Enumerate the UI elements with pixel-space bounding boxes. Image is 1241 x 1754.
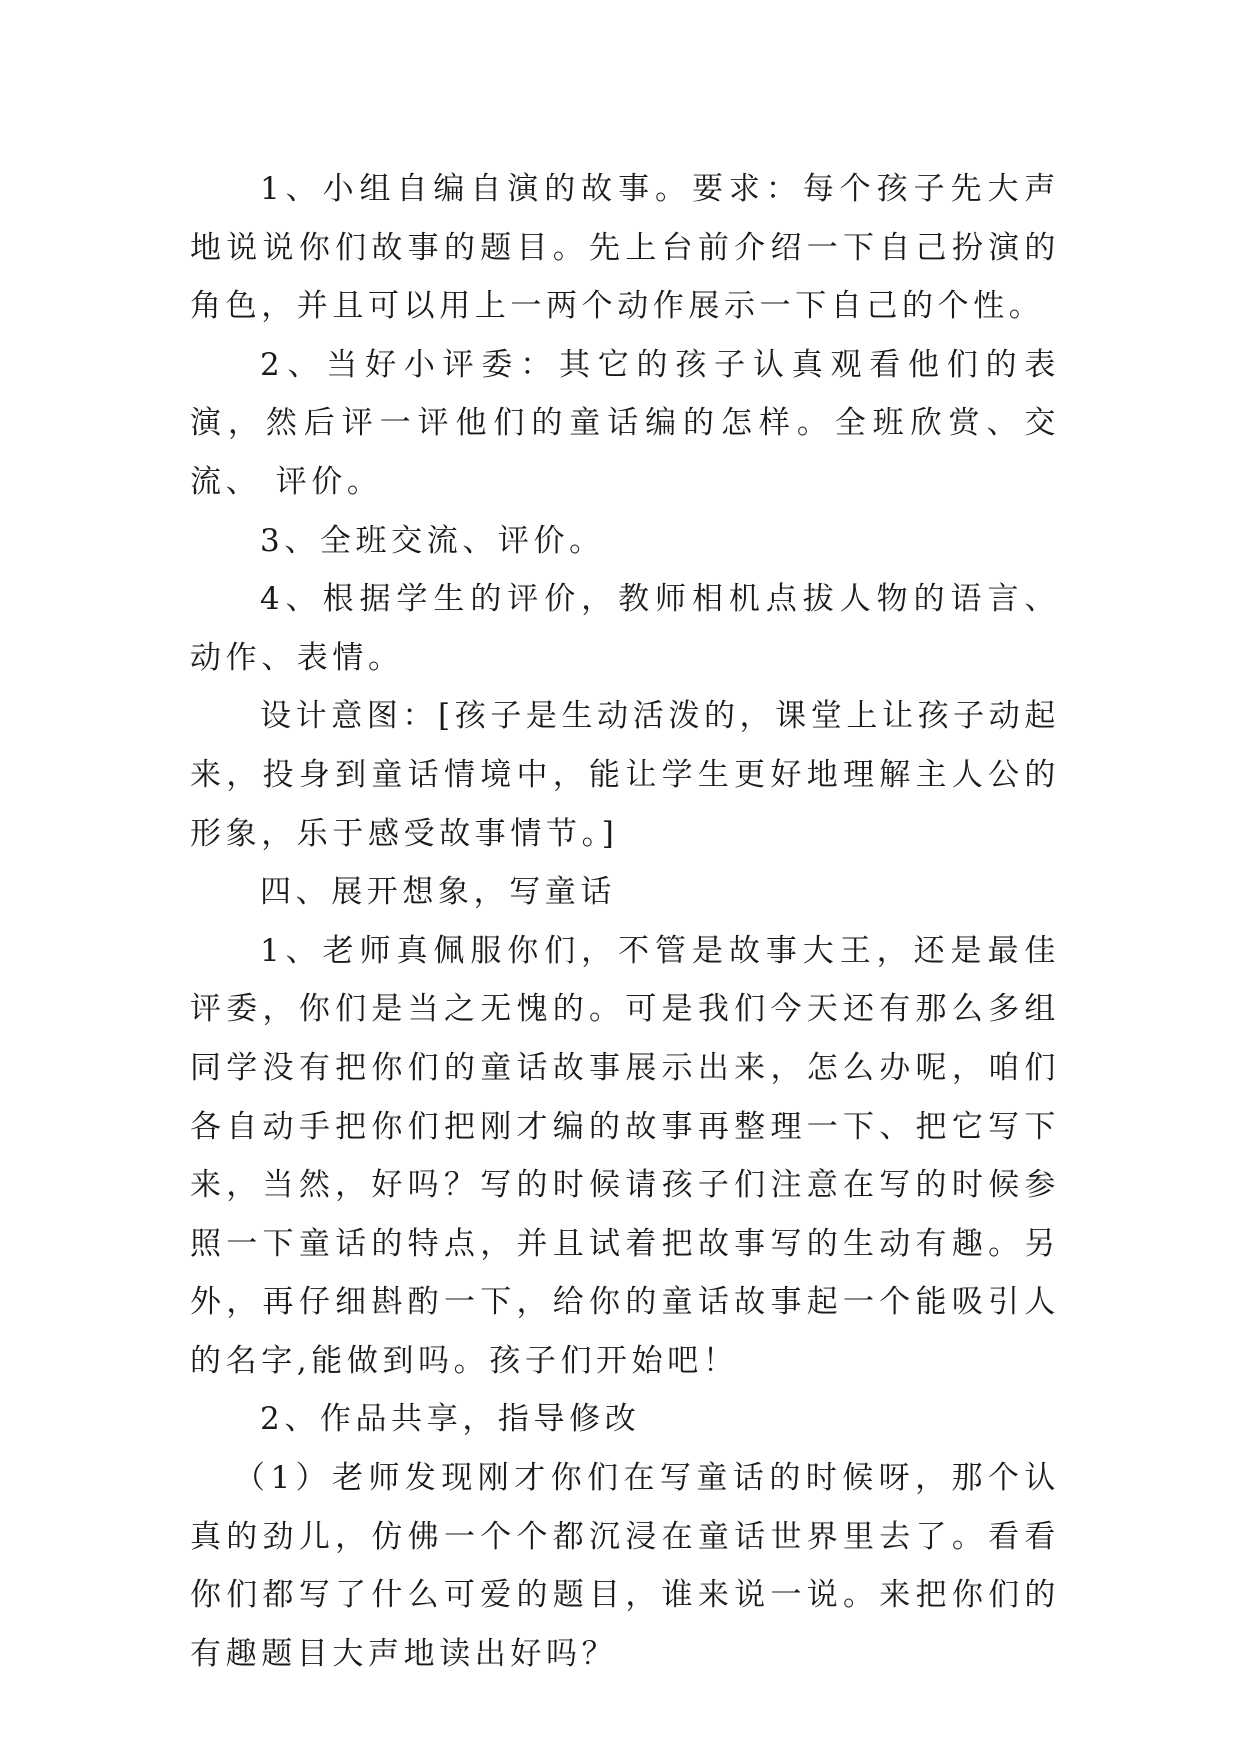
paragraph-judges: 2、当好小评委：其它的孩子认真观看他们的表演，然后评一评他们的童话编的怎样。全班欣赏、交流、 评价。 (190, 346, 1060, 500)
paragraph-writing-task: 1、老师真佩服你们，不管是故事大王，还是最佳评委，你们是当之无愧的。可是我们今天还有那么多组同学没有把你们的童话故事展示出来，怎么办呢，咱们各自动手把你们把刚才编的故事再整理一下、把它写下来，当然，好吗？写的时候请孩子们注意在写的时候参照一下童话的特点，并且试着把故事写的生动有趣。另外，再仔细斟酌一下，给你的童话故事起一个能吸引人的名字,能做到吗。孩子们开始吧！ (190, 932, 1060, 1379)
paragraph-class-discussion: 3、全班交流、评价。 (260, 522, 605, 559)
subheading-share-works: 2、作品共享，指导修改 (260, 1401, 641, 1438)
paragraph-group-performance: 1、小组自编自演的故事。要求：每个孩子先大声地说说你们故事的题目。先上台前介绍一下自己扮演的角色，并且可以用上一两个动作展示一下自己的个性。 (190, 171, 1060, 325)
paragraph-read-titles: （1）老师发现刚才你们在写童话的时候呀，那个认真的劲儿，仿佛一个个都沉浸在童话世界里去了。看看你们都写了什么可爱的题目，谁来说一说。来把你们的有趣题目大声地读出好吗？ (190, 1460, 1060, 1672)
paragraph-design-intent: 设计意图：[孩子是生动活泼的，课堂上让孩子动起来，投身到童话情境中，能让学生更好地理解主人公的形象，乐于感受故事情节。] (190, 698, 1060, 852)
document-page (190, 160, 1060, 1683)
section-heading-write-fairy-tale: 四、展开想象，写童话 (260, 874, 616, 911)
paragraph-teacher-guidance: 4、根据学生的评价，教师相机点拔人物的语言、动作、表情。 (190, 581, 1060, 676)
